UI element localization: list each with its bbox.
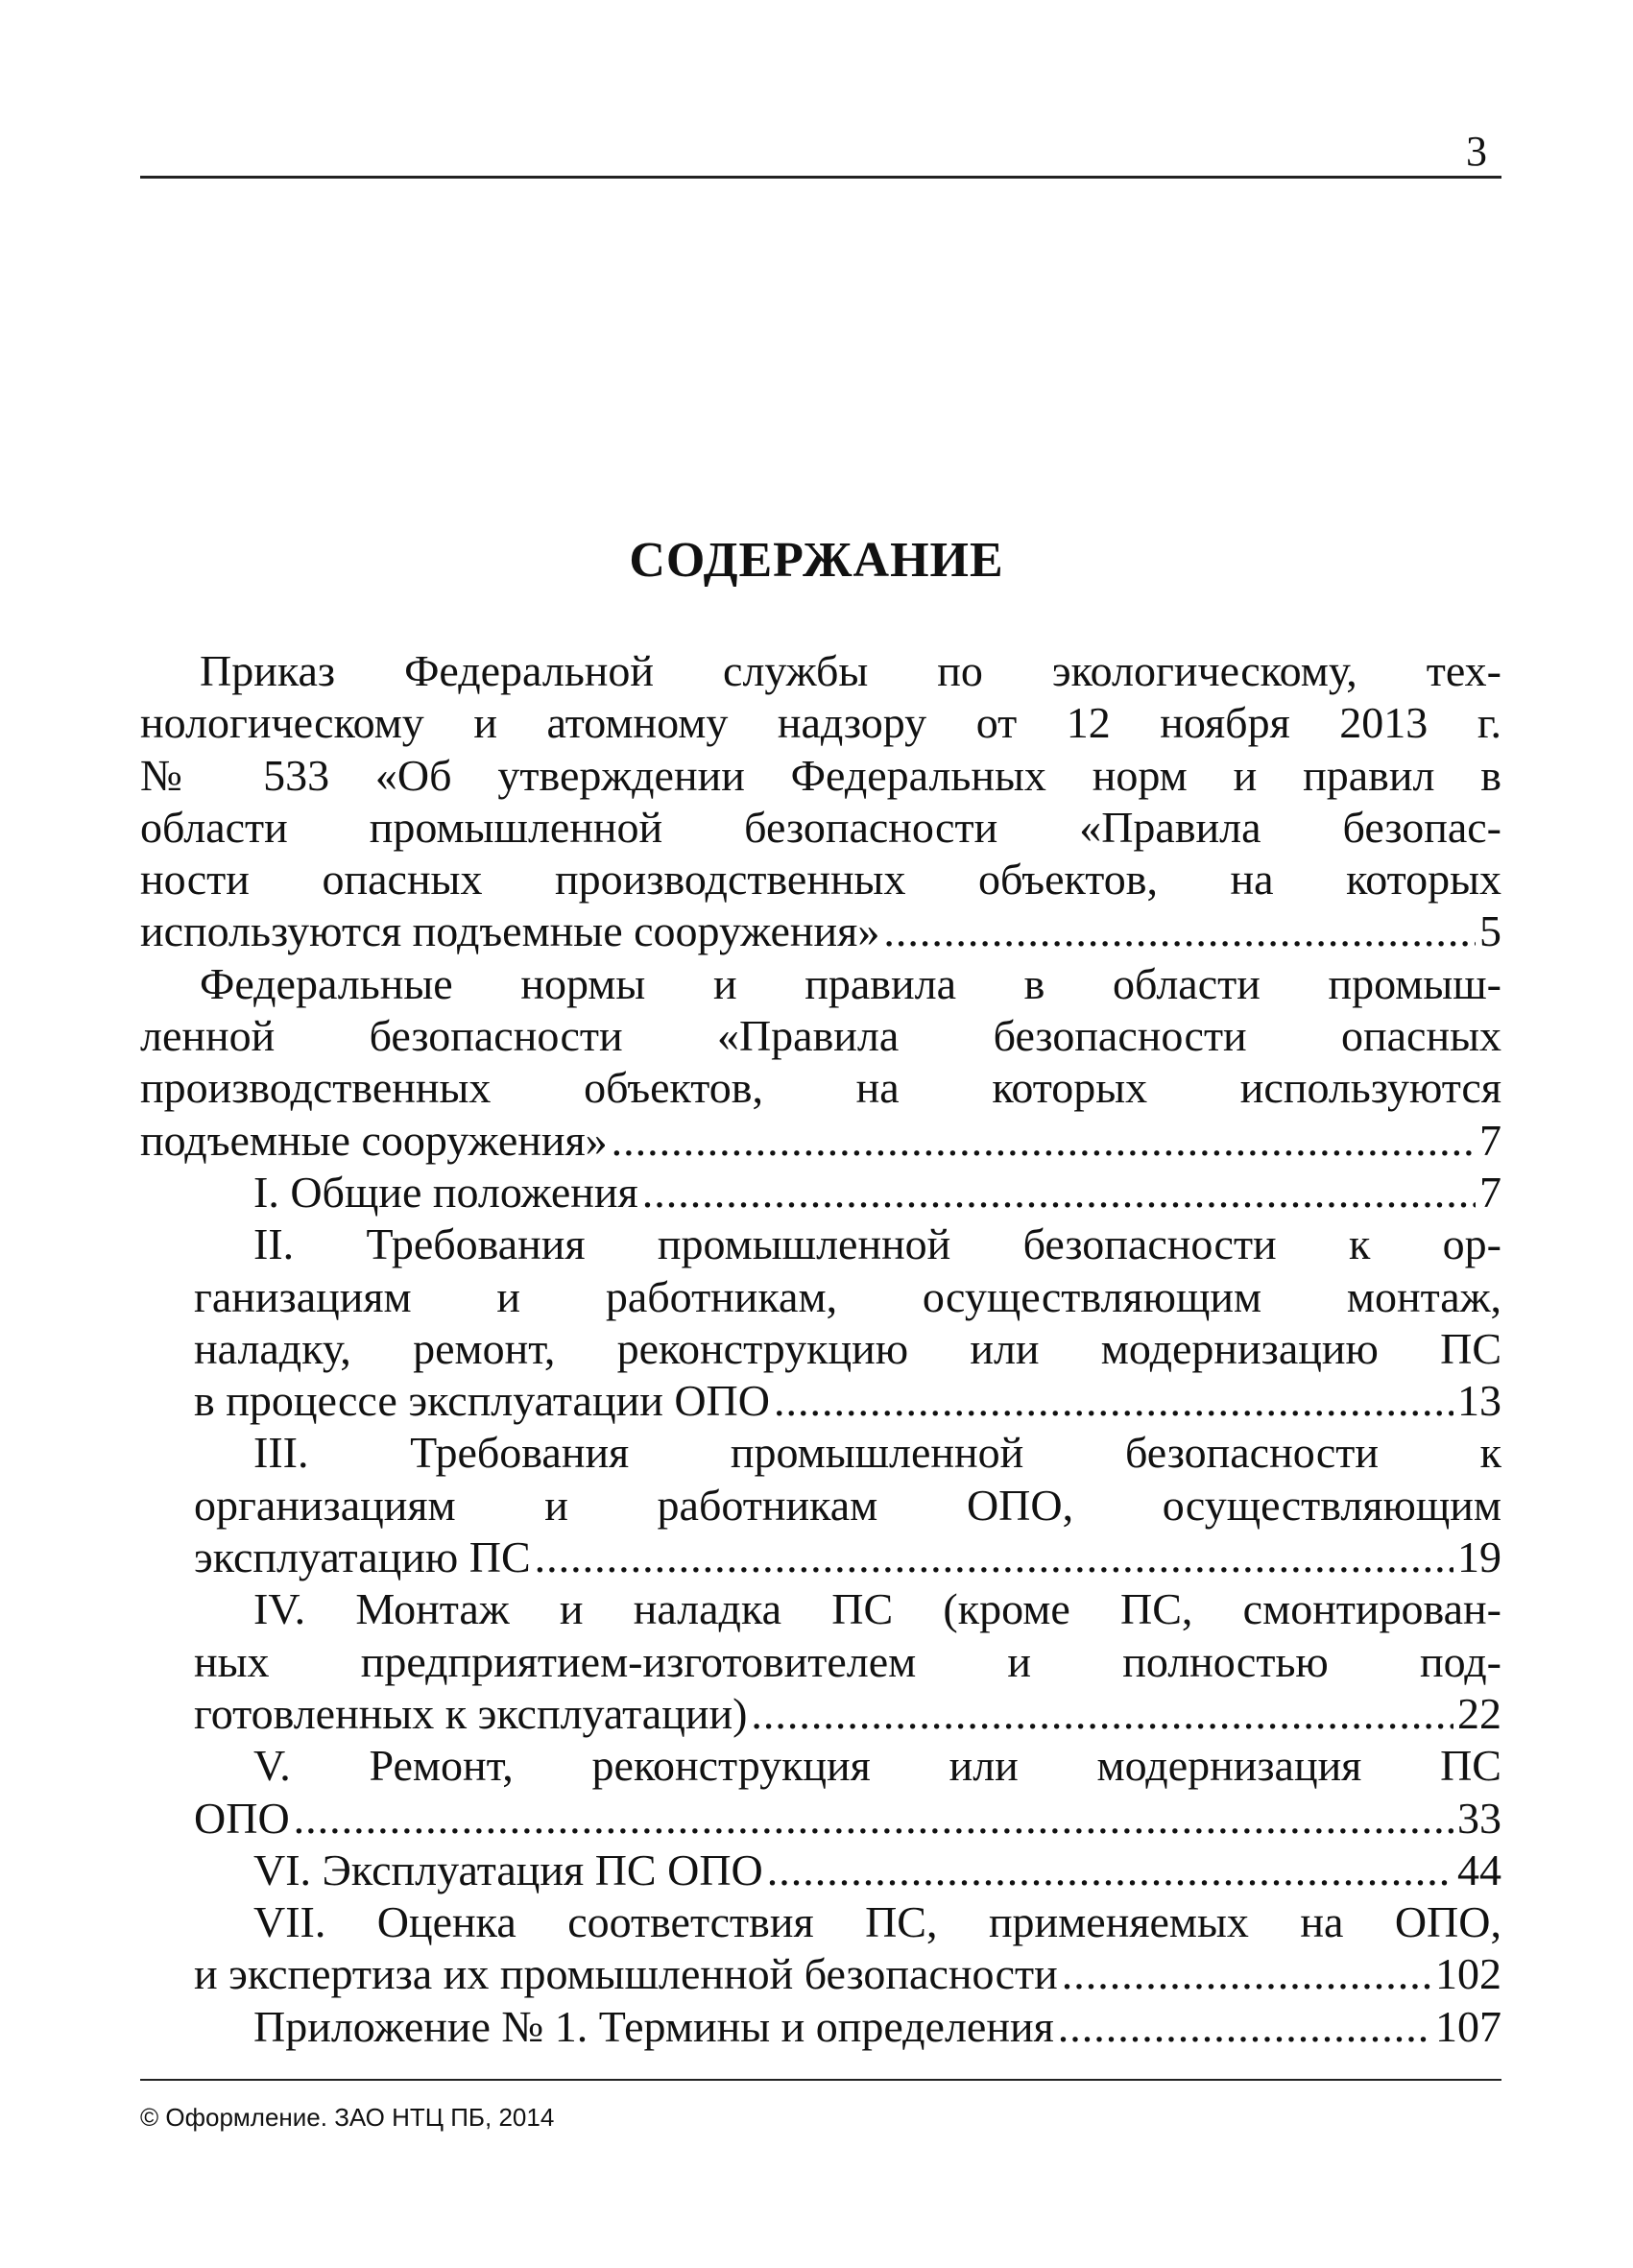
toc-entry-line: VII. Оценка соответствия ПС, применяемых на ОПО, [253, 1897, 1501, 1947]
toc-entry-text: и экспертиза их промышленной безопасности [194, 1949, 1058, 1999]
toc-entry-line: IV. Монтаж и наладка ПС (кроме ПС, смонтирован- [253, 1584, 1501, 1634]
toc-entry-last-line [194, 1532, 1501, 1583]
toc-entry-text: используются подъемные сооружения» [140, 906, 880, 956]
dot-leader [751, 1688, 1453, 1740]
toc-page-number: 5 [1479, 906, 1501, 956]
dot-leader [767, 1845, 1453, 1896]
toc-entry-text: ОПО [194, 1793, 290, 1843]
dot-leader [294, 1793, 1453, 1845]
toc-entry-line: Федеральные нормы и правила в области промыш- [200, 958, 1501, 1008]
copyright-notice: © Оформление. ЗАО НТЦ ПБ, 2014 [140, 2103, 555, 2132]
toc-entry-text: подъемные сооружения» [140, 1115, 608, 1165]
toc-page-number: 13 [1457, 1376, 1501, 1426]
toc-entry[interactable] [140, 1740, 1501, 1845]
toc-entry[interactable] [140, 1896, 1501, 2001]
toc-entry-last-line [194, 1375, 1501, 1427]
toc-entry-text: I. Общие положения [253, 1167, 638, 1217]
page-title: СОДЕРЖАНИЕ [629, 533, 1004, 588]
footer-rule [140, 2079, 1501, 2081]
toc-page-number: 33 [1457, 1793, 1501, 1843]
dot-leader [535, 1532, 1453, 1583]
toc-entry-line: нологическому и атомному надзору от 12 ноября 2013 г. [140, 698, 1501, 748]
toc-entry-line: ленной безопасности «Правила безопасности опасных [140, 1011, 1501, 1061]
toc-entry-last-line [194, 1845, 1501, 1896]
toc-entry-line: III. Требования промышленной безопасности к [253, 1428, 1501, 1478]
table-of-contents [140, 645, 1501, 2053]
dot-leader [642, 1167, 1476, 1218]
toc-page-number: 107 [1435, 2001, 1501, 2051]
toc-page-number: 7 [1479, 1115, 1501, 1165]
toc-entry-text: Приложение № 1. Термины и определения [253, 2001, 1054, 2051]
toc-entry[interactable] [140, 958, 1501, 1167]
page-number: 3 [1466, 128, 1487, 175]
toc-entry[interactable] [140, 1583, 1501, 1740]
toc-entry-last-line [140, 1115, 1501, 1167]
toc-entry-line: II. Требования промышленной безопасности к ор- [253, 1219, 1501, 1269]
toc-entry-text: эксплуатацию ПС [194, 1532, 531, 1582]
header-rule [140, 176, 1501, 179]
dot-leader [612, 1115, 1476, 1167]
toc-entry-last-line [194, 1167, 1501, 1218]
toc-entry-line: ганизациям и работникам, осуществляющим монтаж, [194, 1271, 1501, 1321]
toc-page-number: 7 [1479, 1167, 1501, 1217]
toc-entry[interactable] [140, 1167, 1501, 1218]
toc-entry-last-line [194, 1793, 1501, 1845]
dot-leader [774, 1375, 1453, 1427]
toc-page-number: 44 [1457, 1845, 1501, 1894]
toc-entry[interactable] [140, 1218, 1501, 1427]
toc-entry-last-line [140, 905, 1501, 957]
toc-entry-text: готовленных к эксплуатации) [194, 1688, 748, 1738]
toc-entry-text: в процессе эксплуатации ОПО [194, 1376, 770, 1426]
toc-entry-line: области промышленной безопасности «Правила безопас- [140, 802, 1501, 852]
toc-entry-line: ных предприятием-изготовителем и полностью под- [194, 1636, 1501, 1686]
dot-leader [883, 905, 1476, 957]
toc-entry-last-line [194, 1948, 1501, 2000]
toc-entry-text: VI. Эксплуатация ПС ОПО [253, 1845, 763, 1894]
toc-entry-line: производственных объектов, на которых используются [140, 1063, 1501, 1113]
toc-entry-last-line [194, 2001, 1501, 2053]
toc-entry-line: № 533 «Об утверждении Федеральных норм и правил в [140, 750, 1501, 800]
dot-leader [1062, 1948, 1431, 2000]
toc-entry-line: ности опасных производственных объектов, на которых [140, 855, 1501, 905]
toc-entry-line: Приказ Федеральной службы по экологическому, тех- [200, 646, 1501, 695]
toc-page-number: 22 [1457, 1688, 1501, 1738]
toc-entry-line: организациям и работникам ОПО, осуществляющим [194, 1480, 1501, 1530]
toc-page-number: 102 [1435, 1949, 1501, 1999]
toc-entry-line: наладку, ремонт, реконструкцию или модернизацию ПС [194, 1323, 1501, 1373]
toc-entry[interactable] [140, 1427, 1501, 1583]
toc-entry[interactable] [140, 1845, 1501, 1896]
toc-entry-last-line [194, 1688, 1501, 1740]
toc-entry[interactable] [140, 645, 1501, 958]
toc-entry-line: V. Ремонт, реконструкция или модернизация ПС [253, 1741, 1501, 1791]
toc-entry[interactable] [140, 2001, 1501, 2053]
dot-leader [1058, 2001, 1431, 2053]
toc-page-number: 19 [1457, 1532, 1501, 1582]
